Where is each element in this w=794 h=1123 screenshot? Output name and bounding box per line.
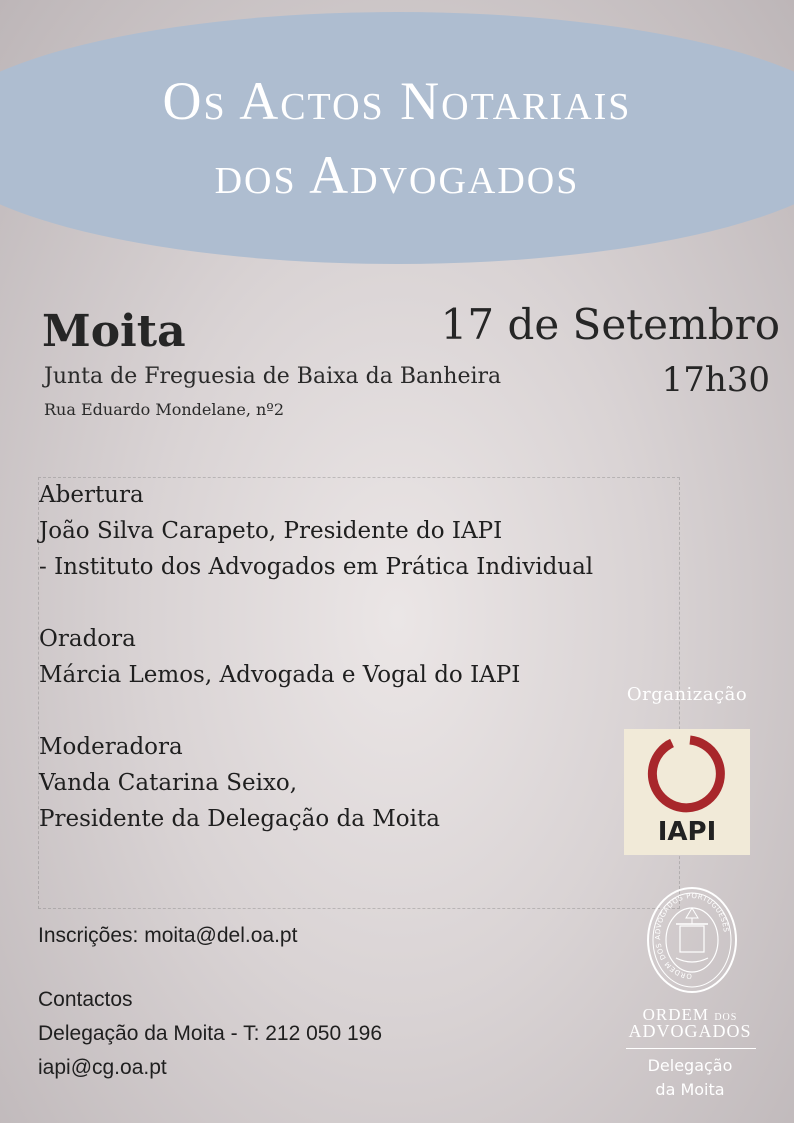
- moderadora-name: Vanda Catarina Seixo,: [39, 770, 298, 796]
- oradora-label: Oradora: [39, 626, 136, 652]
- title-banner: [0, 12, 794, 264]
- ordem-word: ORDEM: [642, 1005, 710, 1024]
- iapi-logo: [624, 729, 750, 855]
- title-line-1: Os Actos Notariais: [162, 71, 632, 131]
- event-venue: Junta de Freguesia de Baixa da Banheira: [44, 364, 502, 389]
- ordem-dos: DOS: [714, 1012, 738, 1023]
- event-street: Rua Eduardo Mondelane, nº2: [44, 400, 284, 419]
- event-date: 17 de Setembro: [440, 300, 780, 349]
- oradora-speaker: Márcia Lemos, Advogada e Vogal do IAPI: [39, 662, 521, 688]
- contacts-phone: Delegação da Moita - T: 212 050 196: [38, 1022, 383, 1045]
- event-place: Moita: [42, 306, 186, 357]
- seal-text: ORDEM DOS ADVOGADOS PORTUGUESES: [654, 891, 730, 981]
- moderadora-label: Moderadora: [39, 734, 183, 760]
- organization-label: Organização: [626, 684, 748, 705]
- delegacao-line-2: da Moita: [655, 1080, 725, 1099]
- ordem-wordmark-bottom: ADVOGADOS: [628, 1021, 752, 1041]
- contacts-heading: Contactos: [38, 988, 133, 1011]
- event-time: 17h30: [661, 360, 770, 400]
- abertura-speaker: João Silva Carapeto, Presidente do IAPI: [39, 518, 503, 544]
- program-box: [38, 477, 680, 909]
- delegacao-line-1: Delegação: [647, 1056, 733, 1075]
- contacts-email: iapi@cg.oa.pt: [38, 1056, 167, 1079]
- ordem-divider: [626, 1048, 756, 1049]
- ordem-seal-icon: [646, 884, 738, 996]
- moderadora-role: Presidente da Delegação da Moita: [39, 806, 440, 832]
- title-line-2: dos Advogados: [214, 145, 580, 205]
- inscricoes-line: Inscrições: moita@del.oa.pt: [38, 924, 298, 947]
- abertura-institute: - Instituto dos Advogados em Prática Individual: [39, 554, 594, 580]
- iapi-logo-text: IAPI: [657, 817, 717, 847]
- abertura-label: Abertura: [39, 482, 144, 508]
